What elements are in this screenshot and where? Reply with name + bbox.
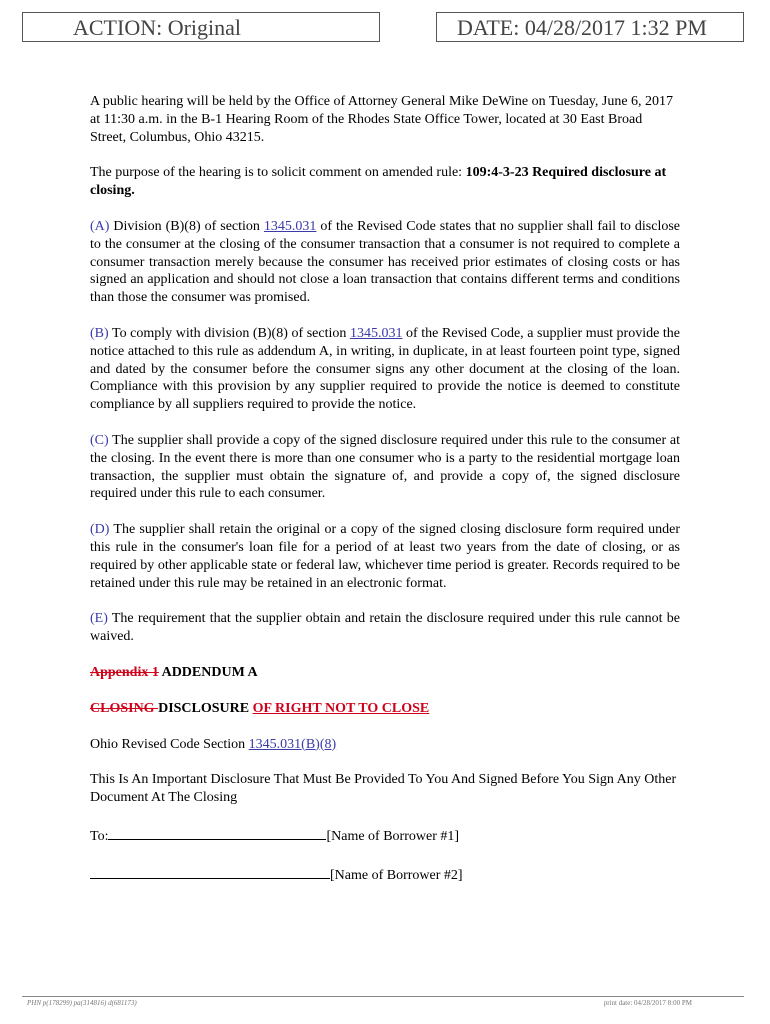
section-a-text-before: Division (B)(8) of section [109,218,264,234]
appendix-title: ADDENDUM A [158,664,258,680]
section-b-text-before: To comply with division (B)(8) of section [108,325,350,341]
action-label: ACTION: Original [73,15,242,40]
footer-print-date: print date: 04/28/2017 8:00 PM [603,999,692,1007]
section-e-text: The requirement that the supplier obtain and retain the disclosure required under this rule cannot be waived. [90,611,680,645]
section-d [90,521,680,592]
date-label: DATE: 04/28/2017 1:32 PM [457,15,707,40]
section-b-text-after: of the Revised Code, a supplier must provide the notice attached to this rule as addendum A, in writing, in duplicate, in at least fourteen point type, signed and dated by the consumer before the consumer signs any other document at the closing of the loan. Compliance with this provision by any supplier required to provide the notice is deemed to constitute compliance by all suppliers required to provide the notice. [90,325,680,413]
section-c-letter: (C) [90,432,109,448]
borrower-2-blank[interactable] [90,864,330,879]
ohio-code-line [90,736,680,754]
section-a [90,218,680,307]
rule-title: 109:4-3-23 Required disclosure at closing. [90,165,667,199]
action-status-box [22,12,380,42]
section-d-letter: (D) [90,522,110,538]
borrower-1-blank[interactable] [108,825,326,840]
page-footer [22,996,744,1007]
section-b-letter: (B) [90,325,109,341]
section-c [90,432,680,503]
borrower-2-line [90,864,680,885]
borrower-2-label: [Name of Borrower #2] [330,867,463,883]
document-body [90,93,680,903]
purpose-text: The purpose of the hearing is to solicit comment on amended rule: [90,165,466,181]
to-label: To: [90,828,109,844]
appendix-heading [90,664,680,682]
section-b-link[interactable]: 1345.031 [349,325,403,341]
section-e [90,610,680,646]
section-d-text: The supplier shall retain the original or a copy of the signed closing disclosure form required under this rule in the consumer's loan file for a period of at least two years from the date of closing, or as required by other applicable state or federal law, whichever time period is greater. Records required to be retained under this rule may be retained in an electronic format. [90,522,680,591]
footer-left: PHN p(178299) pa(314816) d(681173) [27,999,137,1007]
closing-inserted-text: OF RIGHT NOT TO CLOSE [252,700,430,716]
section-b [90,325,680,414]
borrower-1-label: [Name of Borrower #1] [326,828,460,844]
borrower-1-line [90,825,680,846]
section-c-text: The supplier shall provide a copy of the signed disclosure required under this rule to the consumer at the closing. In the event there is more than one consumer who is a party to the residential mortgage loan transaction, the supplier must obtain the signature of, and provide a copy of, the signed disclosure required under this rule to each consumer. [90,432,680,502]
important-notice: This Is An Important Disclosure That Must Be Provided To You And Signed Before You Sign Any Other Document At The Closing [90,772,677,806]
ohio-code-text: Ohio Revised Code Section [90,736,249,752]
intro-paragraph: A public hearing will be held by the Office of Attorney General Mike DeWine on Tuesday, June 6, 2017 at 11:30 a.m. in the B-1 Hearing Room of the Rhodes State Office Tower, located at 30 East Broad Street, Columbus, Ohio 43215. [90,94,674,145]
purpose-paragraph [90,164,680,200]
section-a-link[interactable]: 1345.031 [263,218,317,234]
date-box [436,12,744,42]
section-a-letter: (A) [90,218,110,234]
closing-disclosure-text: DISCLOSURE [158,700,253,716]
appendix-struck-text: Appendix 1 [90,664,159,680]
section-e-letter: (E) [90,611,108,627]
closing-disclosure-heading [90,700,680,718]
section-a-text-after: of the Revised Code states that no supplier shall fail to disclose to the consumer at the closing of the consumer transaction that a consumer is not required to complete a consumer transaction merely because the consumer has received prior estimates of closing costs or has signed an application and should not close a loan transaction that contains different terms and conditions than those the consumer was promised. [90,218,681,306]
ohio-code-link[interactable]: 1345.031(B)(8) [248,736,337,752]
closing-struck-text: CLOSING [90,700,159,716]
